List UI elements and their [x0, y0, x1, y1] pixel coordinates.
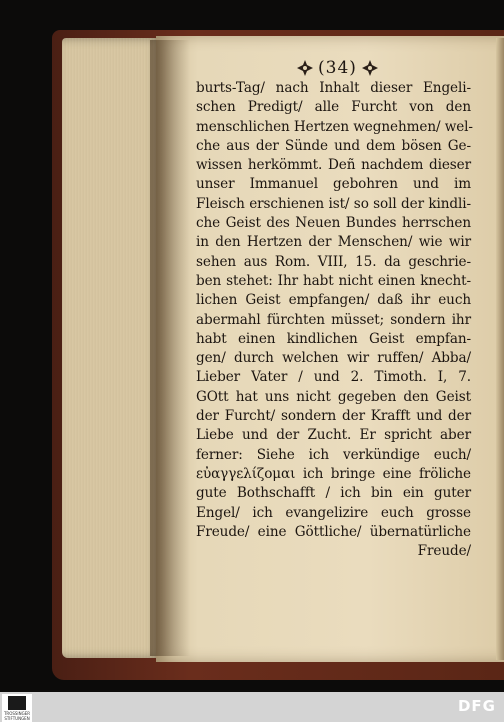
text-line: ben stehet: Ihr habt nicht einen knecht- — [196, 272, 471, 289]
page-text-block — [196, 79, 471, 561]
text-line: unser Immanuel gebohren und im — [196, 176, 471, 193]
text-line: che aus der Sünde und dem bösen Ge- — [196, 137, 471, 154]
dfg-logo[interactable]: DFG — [457, 697, 496, 715]
library-logo[interactable] — [2, 694, 32, 722]
text-line: der Furcht/ sondern der Krafft und der — [196, 408, 471, 425]
text-line: Freude/ — [417, 543, 471, 560]
text-line: Fleisch erschienen ist/ so soll der kindli- — [196, 195, 471, 212]
text-line: wissen herkömmt. Deñ nachdem dieser — [196, 157, 471, 174]
text-line: in den Hertzen der Menschen/ wie wir — [196, 234, 471, 251]
text-line: gute Bothschafft / ich bin ein guter — [196, 485, 471, 502]
page-stack-edge — [62, 38, 162, 658]
text-line: schen Predigt/ alle Furcht von den — [196, 99, 471, 116]
text-line: Freude/ eine Göttliche/ übernatürliche — [196, 523, 471, 540]
text-line: Lieber Vater / und 2. Timoth. I, 7. — [196, 369, 471, 386]
page-header — [296, 57, 379, 79]
text-line: ferner: Siehe ich verkündige euch/ — [196, 446, 471, 463]
library-logo-mark-icon — [8, 696, 26, 710]
text-line: sehen aus Rom. VIII, 15. da geschrie- — [196, 253, 471, 270]
text-line: Engel/ ich evangelizire euch grosse — [196, 504, 471, 521]
text-line: lichen Geist empfangen/ daß ihr euch — [196, 292, 471, 309]
text-line: menschlichen Hertzen wegnehmen/ wel- — [196, 118, 473, 135]
text-line: burts-Tag/ nach Inhalt dieser Engeli- — [196, 80, 471, 96]
text-line: εὐαγγελίζομαι ich bringe eine fröliche — [196, 465, 471, 482]
text-line: che Geist des Neuen Bundes herrschen — [196, 215, 471, 232]
page-number: (34) — [318, 58, 357, 78]
text-line: Liebe und der Zucht. Er spricht aber — [196, 427, 471, 444]
text-line: habt einen kindlichen Geist empfan- — [196, 330, 471, 347]
text-line: abermahl fürchten müsset; sondern ihr — [196, 311, 471, 328]
library-logo-caption: TROSSINGER STIFTUNGEN — [3, 711, 31, 721]
text-line: gen/ durch welchen wir ruffen/ Abba/ — [196, 350, 471, 367]
viewer-footer-bar — [0, 692, 504, 722]
ornament-right-icon — [361, 59, 379, 77]
page-right-edge — [496, 38, 504, 660]
text-line: GOtt hat uns nicht gegeben den Geist — [196, 388, 471, 405]
page-gutter — [150, 40, 190, 656]
ornament-left-icon — [296, 59, 314, 77]
